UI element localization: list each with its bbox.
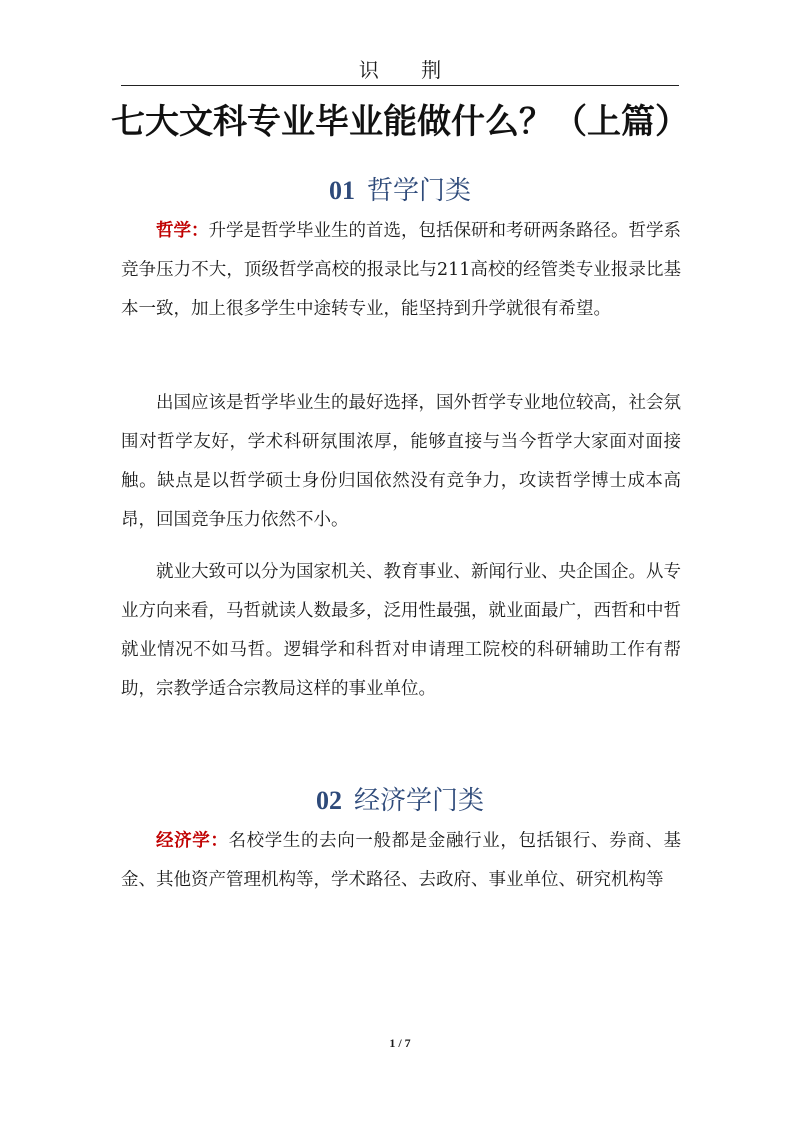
page-number: 1 / 7 [389,1036,411,1050]
term-label: 经济学： [156,831,229,851]
paragraph-philosophy-abroad [121,384,681,540]
section-number: 01 [328,176,355,205]
term-label: 哲学： [156,221,209,241]
section-heading-philosophy [0,173,800,209]
running-header-title: 识 荆 [358,58,460,82]
section-heading-economics [0,783,800,819]
header-divider [121,85,679,86]
document-title: 七大文科专业毕业能做什么？（上篇） [111,102,689,142]
paragraph-text: 就业大致可以分为国家机关、教育事业、新闻行业、央企国企。从专业方向来看，马哲就读人数最多，泛用性最强，就业面最广，西哲和中哲就业情况不如马哲。逻辑学和科哲对申请理工院校的科研辅助工作有帮助，宗教学适合宗教局这样的事业单位。 [121,562,681,699]
paragraph-text: 出国应该是哲学毕业生的最好选择，国外哲学专业地位较高，社会氛围对哲学友好，学术科研氛围浓厚，能够直接与当今哲学大家面对面接触。缺点是以哲学硕士身份归国依然没有竞争力，攻读哲学博士成本高昂，回国竞争压力依然不小。 [121,393,681,530]
paragraph-economics [121,822,681,900]
paragraph-philosophy-employment [121,553,681,709]
section-name: 经济学门类 [353,786,484,816]
section-number: 02 [315,786,342,815]
paragraph-philosophy-study [121,212,681,329]
paragraph-text: 升学是哲学毕业生的首选，包括保研和考研两条路径。哲学系竞争压力不大，顶级哲学高校的报录比与211高校的经管类专业报录比基本一致，加上很多学生中途转专业，能坚持到升学就很有希望。 [121,221,681,319]
section-name: 哲学门类 [366,176,471,206]
paragraph-text: 名校学生的去向一般都是金融行业，包括银行、券商、基金、其他资产管理机构等，学术路径、去政府、事业单位、研究机构等 [121,831,681,890]
